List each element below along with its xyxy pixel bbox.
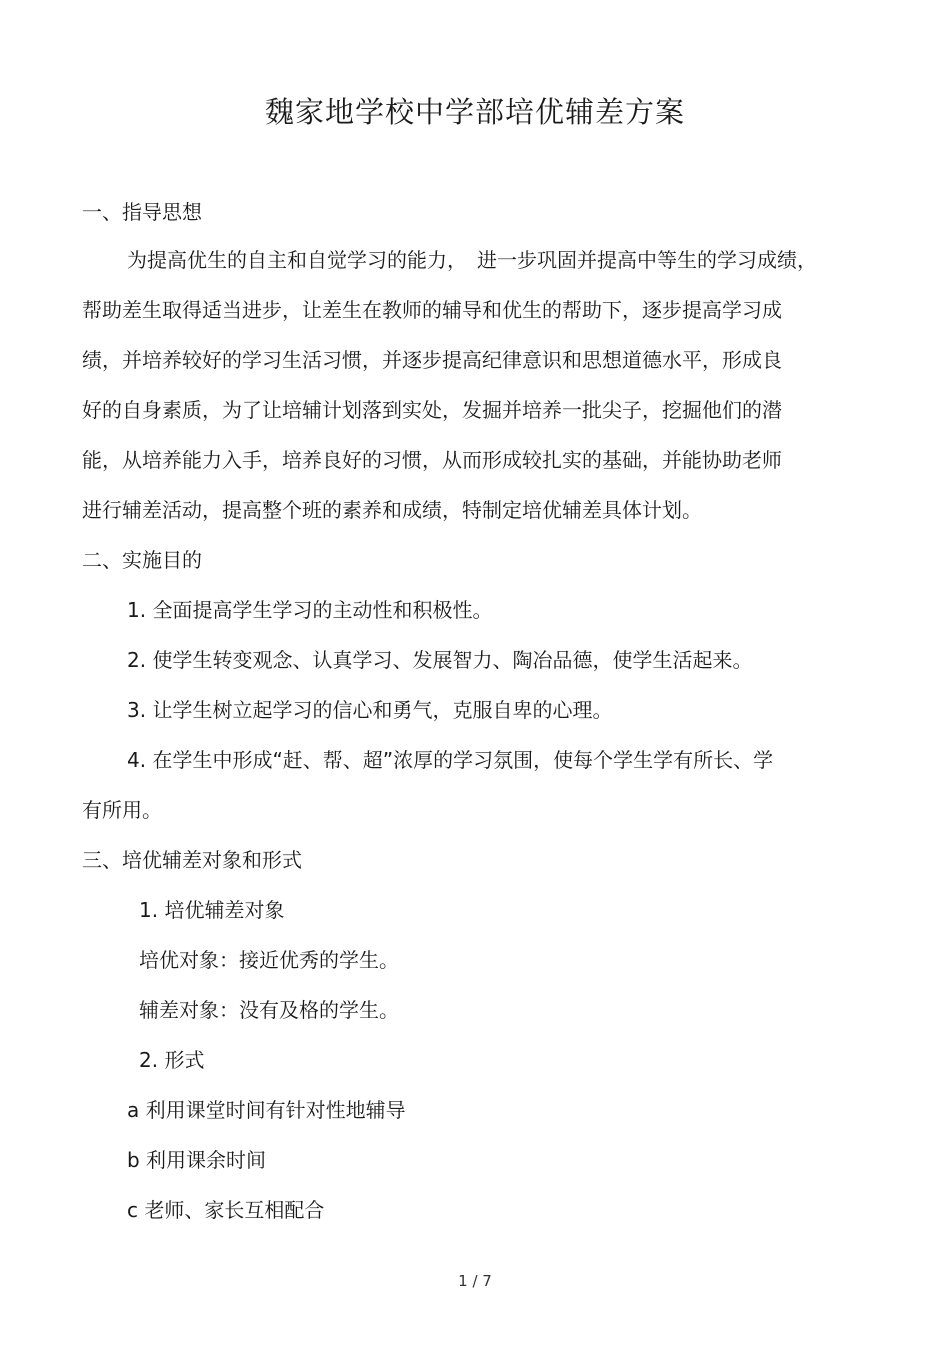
section1-line-3: 绩，并培养较好的学习生活习惯，并逐步提高纪律意识和思想道德水平，形成良 [82,348,782,372]
section2-item-1: 1. 全面提高学生学习的主动性和积极性。 [127,598,493,622]
section1-line-2: 帮助差生取得适当进步，让差生在教师的辅导和优生的帮助下，逐步提高学习成 [82,298,782,322]
section3-form-a: a 利用课堂时间有针对性地辅导 [127,1098,406,1122]
page-indicator: 1 / 7 [458,1272,492,1290]
section1-line-4: 好的自身素质，为了让培辅计划落到实处，发掘并培养一批尖子，挖掘他们的潜 [82,398,782,422]
section2-item-4: 4. 在学生中形成“赶、帮、超”浓厚的学习氛围，使每个学生学有所长、学 [127,748,774,772]
section3-heading: 三、培优辅差对象和形式 [82,848,302,872]
section3-form-c: c 老师、家长互相配合 [127,1198,325,1222]
section2-item-2: 2. 使学生转变观念、认真学习、发展智力、陶冶品德，使学生活起来。 [127,648,753,672]
section1-line-5: 能，从培养能力入手，培养良好的习惯，从而形成较扎实的基础，并能协助老师 [82,448,782,472]
section2-heading: 二、实施目的 [82,548,202,572]
section3-target-good: 培优对象：接近优秀的学生。 [139,948,399,972]
section3-form-b: b 利用课余时间 [127,1148,267,1172]
section2-item-3: 3. 让学生树立起学习的信心和勇气，克服自卑的心理。 [127,698,613,722]
section2-item-4-cont: 有所用。 [82,798,162,822]
document-title: 魏家地学校中学部培优辅差方案 [264,95,685,129]
section1-line-6: 进行辅差活动，提高整个班的素养和成绩，特制定培优辅差具体计划。 [82,498,702,522]
section3-target-poor: 辅差对象：没有及格的学生。 [139,998,399,1022]
section1-heading: 一、指导思想 [82,200,202,224]
section1-line-1: 为提高优生的自主和自觉学习的能力， 进一步巩固并提高中等生的学习成绩， [127,248,817,272]
section3-sub1: 1. 培优辅差对象 [139,898,285,922]
section3-sub2: 2. 形式 [139,1048,205,1072]
